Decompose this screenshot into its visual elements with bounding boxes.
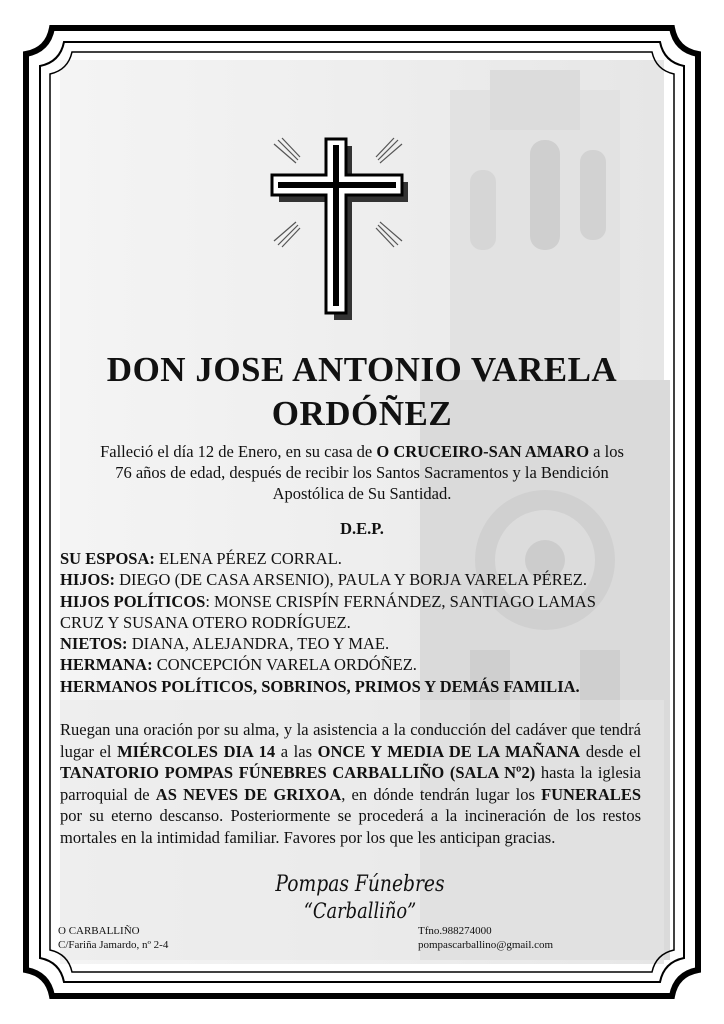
grandchildren-label: NIETOS: (60, 634, 128, 654)
funeral-day: MIÉRCOLES DIA 14 (117, 741, 276, 761)
death-announcement (60, 441, 664, 504)
rip-text: D.E.P. (340, 519, 384, 538)
funeral-home: TANATORIO POMPAS FÚNEBRES CARBALLIÑO (SALA Nº2) (60, 763, 536, 782)
deceased-name-line2: ORDÓÑEZ (271, 394, 453, 433)
footer-town: O CARBALLIÑO (58, 925, 140, 937)
closing-text-5: , en dónde tendrán lugar los (341, 784, 542, 804)
family-others (60, 676, 620, 697)
deceased-name-line1: DON JOSE ANTONIO VARELA (106, 350, 618, 389)
in-laws-names-2: CRUZ Y SUSANA OTERO RODRÍGUEZ. (60, 612, 351, 632)
footer-phone: Tfno.988274000 (418, 925, 492, 937)
in-laws-label: HIJOS POLÍTICOS (60, 591, 206, 611)
family-in-laws (60, 591, 620, 612)
closing-text-6: por su eterno descanso. Posteriormente se procederá a la incineración de los restos mortales en la intimidad familiar. Favores por los que les anticipan gracias. (60, 806, 641, 847)
family-grandchildren (60, 633, 620, 654)
in-laws-names-1: : MONSE CRISPÍN FERNÁNDEZ, SANTIAGO LAMAS (205, 591, 596, 611)
logo-line-1: Pompas Fúnebres (275, 872, 445, 897)
footer-contact (418, 924, 553, 952)
children-names: DIEGO (DE CASA ARSENIO), PAULA Y BORJA VARELA PÉREZ. (115, 570, 588, 590)
intro-text-1: Falleció el día 12 de Enero, en su casa de (100, 442, 377, 461)
family-spouse (60, 548, 620, 569)
other-family: HERMANOS POLÍTICOS, SOBRINOS, PRIMOS Y DEMÁS FAMILIA. (60, 676, 580, 696)
footer-address (58, 924, 168, 952)
cross-icon (268, 135, 408, 320)
deceased-name (60, 348, 664, 436)
grandchildren-names: DIANA, ALEJANDRA, TEO Y MAE. (127, 634, 390, 654)
church-name: AS NEVES DE GRIXOA (155, 784, 342, 804)
footer-email: pompascarballino@gmail.com (418, 939, 554, 951)
sister-label: HERMANA: (60, 655, 153, 675)
funerals-word: FUNERALES (541, 784, 641, 804)
footer-street: C/Fariña Jamardo, nº 2-4 (58, 939, 169, 951)
closing-text-3: desde el (580, 741, 641, 761)
funeral-details (60, 719, 641, 848)
spouse-label: SU ESPOSA: (60, 549, 155, 568)
family-list (60, 548, 620, 697)
closing-text-4: hasta la iglesia parroquial de (60, 763, 641, 804)
family-children (60, 569, 620, 590)
funeral-time: ONCE Y MEDIA DE LA MAÑANA (317, 741, 581, 761)
intro-text-2: a los (589, 442, 624, 461)
death-place: O CRUCEIRO-SAN AMARO (376, 442, 590, 461)
closing-text-1: Ruegan una oración por su alma, y la asistencia a la conducción del cadáver que tendrá lugar el (60, 720, 641, 761)
intro-line-3: Apostólica de Su Santidad. (272, 484, 452, 503)
funeral-home-logo (240, 872, 480, 924)
sister-name: CONCEPCIÓN VARELA ORDÓÑEZ. (152, 655, 417, 675)
children-label: HIJOS: (60, 570, 116, 590)
closing-text-2: a las (275, 741, 318, 761)
spouse-name: ELENA PÉREZ CORRAL. (154, 549, 342, 568)
family-sister (60, 654, 620, 675)
intro-line-2: 76 años de edad, después de recibir los Santos Sacramentos y la Bendición (115, 463, 609, 482)
logo-line-2: “Carballiño” (303, 899, 417, 923)
